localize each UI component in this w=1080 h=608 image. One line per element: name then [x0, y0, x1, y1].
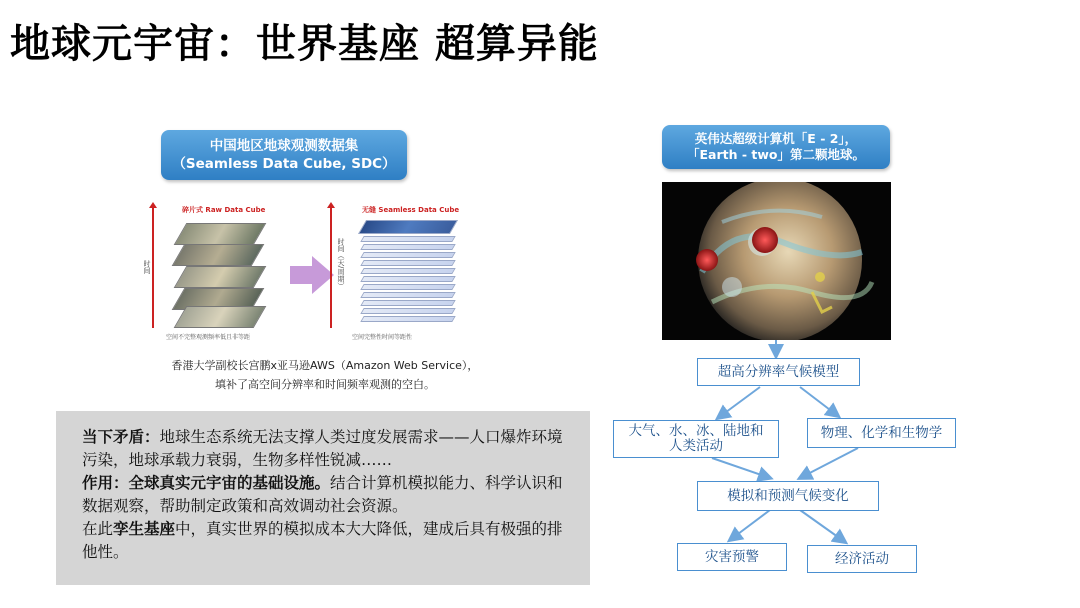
- raw-foot-label: 空间不完整观测频率低且非等距: [166, 334, 251, 341]
- seamless-layer: [360, 284, 455, 290]
- flow-box-climate-model: 超高分辨率气候模型: [697, 358, 860, 386]
- raw-axis-label: 时间: [143, 260, 151, 274]
- e2-title-line1: 英伟达超级计算机「E - 2」，: [694, 131, 858, 146]
- conflict-text: 地球生态系统无法支撑人类过度发展需求——人口爆炸环境污染，地球承载力衰弱，生物多样性锐减……: [82, 428, 563, 469]
- earth-globe-graphic: [662, 182, 891, 340]
- flow-box-earth-systems: [613, 420, 779, 458]
- arrow-center-to-disaster: [730, 510, 770, 540]
- function-label: 作用：全球真实元宇宙的基础设施。: [82, 474, 331, 492]
- summary-paragraph-1: [82, 426, 564, 472]
- earth-simulation-image: [662, 182, 891, 340]
- summary-box: [56, 411, 590, 585]
- twin-pre: 在此: [82, 520, 114, 538]
- earth-systems-line2: 人类活动: [669, 438, 723, 454]
- earth-systems-line1: 大气、水、冰、陆地和: [628, 423, 764, 439]
- seamless-layer: [360, 236, 455, 242]
- raw-time-axis: [152, 208, 154, 328]
- summary-paragraph-2: [82, 472, 564, 518]
- arrow-left-to-center: [712, 458, 770, 478]
- e2-title-pill: [662, 125, 890, 169]
- caption-line2: 填补了高空间分辨率和时间频率观测的空白。: [215, 378, 435, 391]
- arrow-center-to-economy: [800, 510, 845, 542]
- data-cube-illustration: [140, 198, 470, 343]
- seamless-layer: [360, 308, 455, 314]
- raw-cube-label: 碎片式 Raw Data Cube: [182, 206, 266, 214]
- arrow-model-to-right: [800, 387, 838, 416]
- seamless-top-layer: [358, 220, 458, 234]
- seamless-layer: [360, 244, 455, 250]
- raw-tile: [174, 223, 267, 245]
- seamless-layer: [360, 300, 455, 306]
- page-title: 地球元宇宙：世界基座 超算异能: [10, 21, 599, 67]
- raw-tile: [172, 244, 265, 266]
- seamless-cube-label: 无缝 Seamless Data Cube: [362, 206, 460, 214]
- flow-box-sciences: 物理、化学和生物学: [807, 418, 956, 448]
- flow-box-economic-activity: 经济活动: [807, 545, 917, 573]
- seamless-layer: [360, 276, 455, 282]
- flow-box-simulate-predict: 模拟和预测气候变化: [697, 481, 879, 511]
- seamless-layer: [360, 268, 455, 274]
- caption-line1: 香港大学副校长宫鹏x亚马逊AWS（Amazon Web Service），: [171, 359, 479, 372]
- e2-title-line2: 「Earth - two」第二颗地球。: [686, 147, 865, 162]
- seamless-foot-label: 空间完整性时间等距性: [352, 334, 413, 341]
- seamless-time-axis: [330, 208, 332, 328]
- sdc-title-pill: [161, 130, 407, 180]
- seamless-axis-label: 时间（天/周期）: [337, 238, 345, 290]
- conflict-label: 当下矛盾：: [82, 428, 160, 446]
- raw-tile: [174, 306, 267, 328]
- seamless-layer: [360, 260, 455, 266]
- twin-base-label: 孪生基座: [113, 520, 176, 538]
- raw-tile: [174, 266, 267, 288]
- flow-box-disaster-warning: 灾害预警: [677, 543, 787, 571]
- summary-paragraph-3: [82, 518, 564, 564]
- seamless-layer: [360, 252, 455, 258]
- sdc-title-line2: （Seamless Data Cube, SDC）: [172, 156, 396, 172]
- twin-post: 中，真实世界的模拟成本大大降低，建成后具有极强的排他性。: [82, 520, 563, 561]
- sdc-title-line1: 中国地区地球观测数据集: [209, 138, 359, 154]
- function-text: 结合计算机模拟能力、科学认识和数据观察，帮助制定政策和高效调动社会资源。: [82, 474, 563, 515]
- transform-arrow-body: [290, 266, 312, 284]
- arrow-model-to-left: [718, 387, 760, 418]
- seamless-layer: [360, 316, 455, 322]
- sdc-caption: [140, 356, 510, 394]
- seamless-layer: [360, 292, 455, 298]
- arrow-right-to-center: [800, 448, 858, 478]
